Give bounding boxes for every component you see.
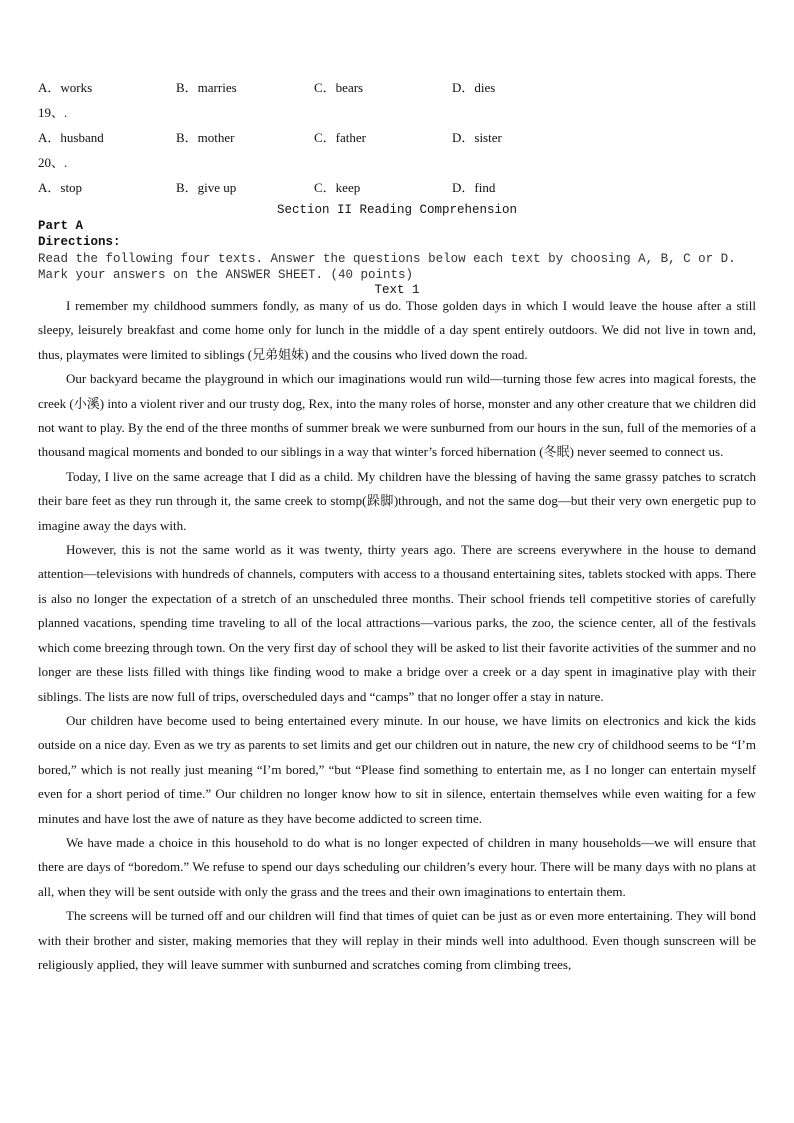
paragraph: However, this is not the same world as it was twenty, thirty years ago. There are screens everywhere in the house to demand attention—televisions with hundreds of channels, computers with access to a thousand entertaining sites, tablets stocked with apps. There is also no longer the expectation of a stretch of an unscheduled three months. Their school friends tell competitive stories of carefully planned vacations, spending time traveling to all of the local attractions—various parks, the zoo, the science center, all of the festivals which come breezing through town. On the very first day of school they will be asked to list their favorite activities of the summer and no longer are these lists filled with things like finding wood to make a bridge over a creek or a day spent in imaginative play with their siblings. The lists are now full of trips, overscheduled days and “camps” that no longer offer a stay in nature. — [38, 542, 756, 704]
option-b: B．mother — [176, 130, 235, 145]
q19-options — [38, 127, 758, 147]
option-a: A．works — [38, 80, 93, 95]
option-a: A．stop — [38, 180, 83, 195]
part-heading: Part A — [38, 219, 84, 233]
article-body — [38, 294, 756, 977]
question-20-number: 20、. — [38, 155, 68, 170]
option-b: B．marries — [176, 80, 237, 95]
section-title: Section II Reading Comprehension — [276, 203, 518, 217]
q18-options — [38, 77, 758, 97]
q20-options — [38, 177, 758, 197]
text-title: Text 1 — [374, 283, 420, 297]
option-a: A．husband — [38, 130, 104, 145]
option-c: C．bears — [314, 80, 364, 95]
option-d: D．find — [452, 180, 496, 195]
paragraph: We have made a choice in this household to do what is no longer expected of children in many households—we will ensure that there are days of “boredom.” We refuse to spend our days scheduling our children’s every hour. There will be many days with no plans at all, when they will be sent outside with only the grass and the trees and their own imaginations to entertain them. — [38, 834, 756, 899]
directions-text: Read the following four texts. Answer the questions below each text by choosing A, B, C or D. Mark your answers on the ANSWER SHEET. (40 points) — [38, 252, 736, 282]
paragraph: Our backyard became the playground in which our imaginations would run wild—turning those few acres into magical forests, the creek (小溪) into a violent river and our trusty dog, Rex, into the many roles of horse, monster and any other creature that we children did not want to play. By the end of the three months of summer break we were sunburned from our hours in the sun, full of the memories of a thousand magical moments and bonded to our siblings in a way that winter’s forced hibernation (冬眠) never seemed to connect us. — [38, 371, 756, 460]
option-c: C．father — [314, 130, 366, 145]
paragraph: Today, I live on the same acreage that I did as a child. My children have the blessing of having the same grassy patches to scratch their bare feet as they run through it, the same creek to stomp(跺脚)through, and not the same dog—but their very own energetic pup to imagine away the days with. — [38, 468, 756, 533]
paragraph: Our children have become used to being entertained every minute. In our house, we have limits on electronics and kick the kids outside on a nice day. Even as we try as parents to set limits and get our children out in nature, the new cry of childhood seems to be “I’m bored,” which is not really just meaning “I’m bored,” “but “Please find something to entertain me, as I no longer can entertain myself even for a short period of time.” Our children no longer know how to sit in silence, entertain themselves while even waiting for a few minutes and have lost the awe of nature as they have become addicted to screen time. — [38, 712, 756, 826]
question-19-number: 19、. — [38, 105, 68, 120]
option-b: B．give up — [176, 180, 237, 195]
option-d: D．dies — [452, 80, 496, 95]
option-d: D．sister — [452, 130, 502, 145]
directions-label: Directions: — [38, 235, 121, 249]
paragraph: The screens will be turned off and our children will find that times of quiet can be just as or even more entertaining. They will bond with their brother and sister, making memories that they will replay in their minds well into adulthood. Even though sunscreen will be religiously applied, they will leave summer with sunburned and scratches coming from climbing trees, — [38, 908, 756, 972]
option-c: C．keep — [314, 180, 361, 195]
paragraph: I remember my childhood summers fondly, as many of us do. Those golden days in which I would leave the house after a still sleepy, leisurely breakfast and come home only for lunch in the middle of a day spent entirely outdoors. We did not live in town and, thus, playmates were limited to siblings (兄弟姐妹) and the cousins who lived down the road. — [38, 298, 756, 362]
